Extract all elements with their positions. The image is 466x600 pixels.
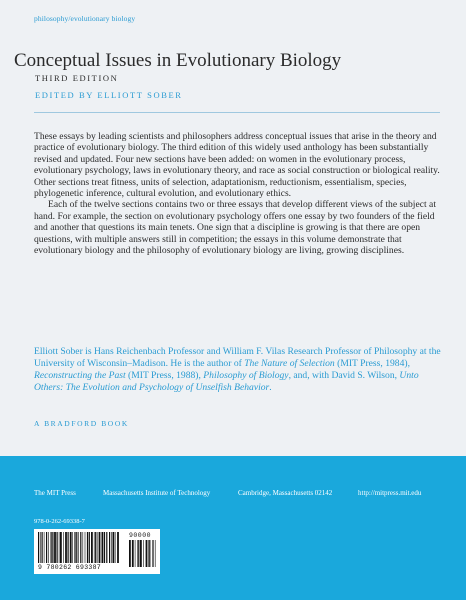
publisher-url: http://mitpress.mit.edu <box>358 489 422 497</box>
editor-label: EDITED BY ELLIOTT SOBER <box>35 90 183 100</box>
bio-book-4: Unto Others: The Evolution and Psychology of Unselfish Behavior <box>34 370 419 393</box>
bio-book-1: The Nature of Selection <box>244 358 335 369</box>
bio-pub-1: (MIT Press, 1984), <box>334 358 410 369</box>
bio-book-2: Reconstructing the Past <box>34 370 126 381</box>
bio-pub-2: (MIT Press, 1988), <box>125 370 204 381</box>
barcode-box <box>34 529 160 574</box>
book-title: Conceptual Issues in Evolutionary Biology <box>14 50 342 71</box>
imprint-label: A BRADFORD BOOK <box>34 419 129 428</box>
bio-intro: Elliott Sober is Hans Reichenbach Professor and William F. Vilas Research Professor of Philosophy at the University of Wisconsin–Madison. He is the author of <box>34 346 441 369</box>
edition-label: THIRD EDITION <box>35 73 119 83</box>
publisher-institution: Massachusetts Institute of Technology <box>103 489 211 497</box>
publisher-name: The MIT Press <box>34 489 76 497</box>
isbn-label: 978-0-262-69338-7 <box>34 518 85 525</box>
category-label: philosophy/evolutionary biology <box>34 14 136 23</box>
divider <box>34 112 440 113</box>
bio-mid: , and, with David S. Wilson, <box>288 370 400 381</box>
description-paragraph-1: These essays by leading scientists and philosophers address conceptual issues that arise in the theory and practice of evolutionary biology. The third edition of this widely used anthology has been substantially revised and updated. Four new sections have been added: on women in the evolutionary process, evolutionary psychology, laws in evolutionary theory, and race as social construction or biological reality. Other sections treat fitness, units of selection, adaptationism, reductionism, essentialism, species, phylogenetic inference, cultural evolution, and evolutionary ethics. <box>34 131 440 200</box>
bio-book-3: Philosophy of Biology <box>203 370 289 381</box>
barcode-addon-image <box>128 540 156 567</box>
publisher-band <box>0 456 466 600</box>
barcode-number: 9 780262 693387 <box>38 564 102 571</box>
barcode-addon-number: 90000 <box>129 532 152 539</box>
description <box>34 131 444 256</box>
description-paragraph-2: Each of the twelve sections contains two or three essays that develop different views of the subject at hand. For example, the section on evolutionary psychology offers one essay by two founders of the field and another that questions its main tenets. One sign that a discipline is growing is that there are open questions, with multiple answers still in competition; the essays in this volume demonstrate that evolutionary biology and the philosophy of evolutionary biology are living, growing disciplines. <box>34 199 436 257</box>
author-bio <box>34 346 444 394</box>
publisher-location: Cambridge, Massachusetts 02142 <box>238 489 333 497</box>
barcode-image <box>37 532 119 566</box>
bio-end: . <box>269 382 272 393</box>
